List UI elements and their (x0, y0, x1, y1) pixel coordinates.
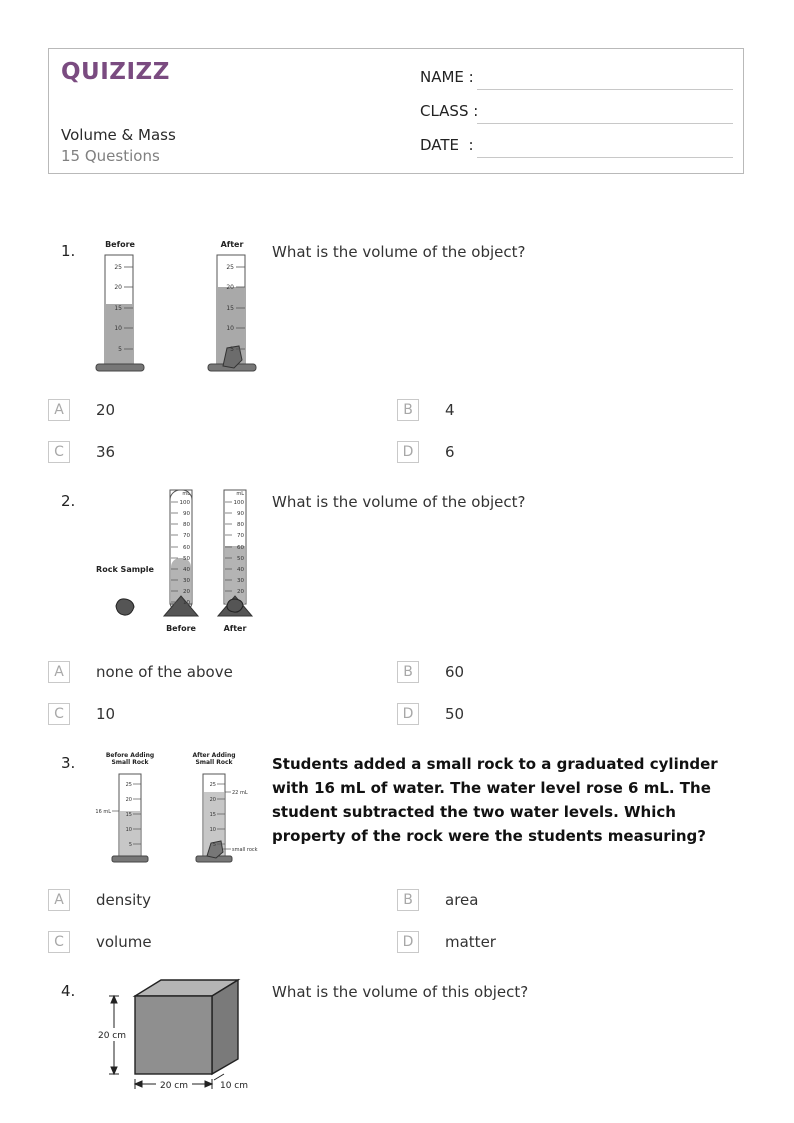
q3-level-before: 16 mL (95, 809, 111, 815)
q2-tick-70: 70 (183, 533, 190, 539)
question-4-text: What is the volume of this object? (272, 983, 529, 1001)
q2-before-label: Before (166, 624, 196, 633)
q2-after-tick-20: 20 (237, 589, 244, 595)
q1-after-tick-25: 25 (226, 264, 234, 271)
q2-tick-50: 50 (183, 556, 190, 562)
date-line (477, 157, 733, 158)
q1-option-c-text[interactable]: 36 (96, 443, 116, 461)
q2-after-tick-30: 30 (237, 578, 244, 584)
q3-after-tick-15: 15 (209, 812, 216, 818)
q3-rock-label: small rock (232, 847, 258, 853)
q3-after-tick-5: 5 (212, 842, 216, 848)
q4-depth-label: 10 cm (219, 1081, 249, 1091)
q3-option-d-text[interactable]: matter (445, 933, 496, 951)
question-2-figure (92, 486, 262, 636)
q2-after-label: After (223, 624, 247, 633)
q1-tick-25: 25 (114, 264, 122, 271)
q1-after-label: After (220, 240, 244, 249)
question-1-text: What is the volume of the object? (272, 243, 526, 261)
question-3-number: 3. (61, 754, 76, 772)
q2-rock-in-cylinder (227, 599, 243, 612)
q3-option-b-box[interactable]: B (397, 889, 419, 911)
q3-after-label-2: Small Rock (195, 759, 233, 766)
question-2-number: 2. (61, 492, 76, 510)
q3-tick-5: 5 (128, 842, 132, 848)
q2-tick-30: 30 (183, 578, 190, 584)
name-label: NAME : (420, 68, 474, 86)
q2-tick-20: 20 (183, 589, 190, 595)
q2-tick-40: 40 (183, 567, 190, 573)
worksheet-title: Volume & Mass (61, 126, 176, 144)
q3-option-d-box[interactable]: D (397, 931, 419, 953)
q2-tick-10: 10 (183, 600, 190, 606)
q3-level-after: 22 mL (232, 790, 248, 796)
q2-after-tick-60: 60 (237, 545, 244, 551)
q1-after-tick-15: 15 (226, 305, 234, 312)
question-4-figure (92, 976, 262, 1104)
q2-option-c-box[interactable]: C (48, 703, 70, 725)
name-field[interactable] (420, 68, 733, 90)
question-1-figure (92, 236, 262, 378)
q3-after-tick-25: 25 (209, 782, 216, 788)
q2-rock-sample-shape (116, 599, 134, 615)
q3-before-label-1: Before Adding (105, 752, 155, 759)
q4-height-label: 20 cm (97, 1031, 127, 1041)
date-field[interactable] (420, 136, 733, 158)
q1-option-b-box[interactable]: B (397, 399, 419, 421)
q1-tick-15: 15 (114, 305, 122, 312)
q1-option-a-box[interactable]: A (48, 399, 70, 421)
q2-option-d-box[interactable]: D (397, 703, 419, 725)
q2-tick-100: 100 (179, 500, 190, 506)
q1-tick-5: 5 (118, 346, 122, 353)
q4-box-shape (135, 980, 238, 1074)
question-count: 15 Questions (61, 147, 160, 165)
q2-after-tick-40: 40 (237, 567, 244, 573)
q3-after-label-1: After Adding (192, 752, 236, 759)
q3-option-a-box[interactable]: A (48, 889, 70, 911)
q1-before-label: Before (105, 240, 135, 249)
q1-after-tick-10: 10 (226, 325, 234, 332)
question-4-number: 4. (61, 982, 76, 1000)
q3-option-c-text[interactable]: volume (96, 933, 152, 951)
q3-after-cylinder (196, 774, 258, 862)
q1-tick-10: 10 (114, 325, 122, 332)
q3-tick-25: 25 (125, 782, 132, 788)
quizizz-logo: QUIZIZZ (61, 59, 170, 85)
q3-before-label-2: Small Rock (111, 759, 149, 766)
name-line (477, 89, 733, 90)
question-3-figure (92, 748, 262, 868)
q3-before-cylinder (95, 774, 148, 862)
q1-option-c-box[interactable]: C (48, 441, 70, 463)
q2-after-tick-100: 100 (233, 500, 244, 506)
q1-tick-20: 20 (114, 284, 122, 291)
q2-option-a-box[interactable]: A (48, 661, 70, 683)
q2-after-unit-label: mL (236, 491, 244, 497)
q2-tick-90: 90 (183, 511, 190, 517)
q1-option-a-text[interactable]: 20 (96, 401, 116, 419)
q2-option-d-text[interactable]: 50 (445, 705, 465, 723)
question-2-text: What is the volume of the object? (272, 493, 526, 511)
q2-after-tick-90: 90 (237, 511, 244, 517)
q2-option-c-text[interactable]: 10 (96, 705, 116, 723)
q2-after-tick-50: 50 (237, 556, 244, 562)
q3-option-c-box[interactable]: C (48, 931, 70, 953)
q3-tick-10: 10 (125, 827, 132, 833)
class-label: CLASS : (420, 102, 479, 120)
question-3-text: Students added a small rock to a graduated cylinder with 16 mL of water. The water level rose 6 mL. The student subtracted the two water levels. Which property of the rock were the students measuring? (272, 755, 718, 845)
q1-option-d-box[interactable]: D (397, 441, 419, 463)
q3-tick-20: 20 (125, 797, 132, 803)
q2-unit-label: mL (182, 491, 190, 497)
q2-option-b-text[interactable]: 60 (445, 663, 465, 681)
q1-after-tick-20: 20 (226, 284, 234, 291)
q2-option-b-box[interactable]: B (397, 661, 419, 683)
q2-rock-label: Rock Sample (96, 565, 154, 574)
question-1-number: 1. (61, 242, 76, 260)
class-line (477, 123, 733, 124)
q1-before-cylinder (96, 255, 144, 371)
q1-after-tick-5: 5 (230, 346, 234, 353)
q4-width-label: 20 cm (159, 1081, 189, 1091)
q2-before-cylinder (164, 490, 198, 616)
q2-tick-80: 80 (183, 522, 190, 528)
q3-tick-15: 15 (125, 812, 132, 818)
q1-option-d-text[interactable]: 6 (445, 443, 455, 461)
worksheet-header (48, 48, 744, 174)
q3-option-a-text[interactable]: density (96, 891, 151, 909)
q3-option-b-text[interactable]: area (445, 891, 479, 909)
q2-after-tick-80: 80 (237, 522, 244, 528)
date-label: DATE : (420, 136, 474, 154)
q2-after-tick-70: 70 (237, 533, 244, 539)
q2-option-a-text[interactable]: none of the above (96, 663, 233, 681)
q2-after-cylinder (218, 490, 252, 616)
q1-after-cylinder (208, 255, 256, 371)
q3-after-tick-10: 10 (209, 827, 216, 833)
q1-option-b-text[interactable]: 4 (445, 401, 455, 419)
class-field[interactable] (420, 102, 733, 124)
q2-tick-60: 60 (183, 545, 190, 551)
q3-after-tick-20: 20 (209, 797, 216, 803)
